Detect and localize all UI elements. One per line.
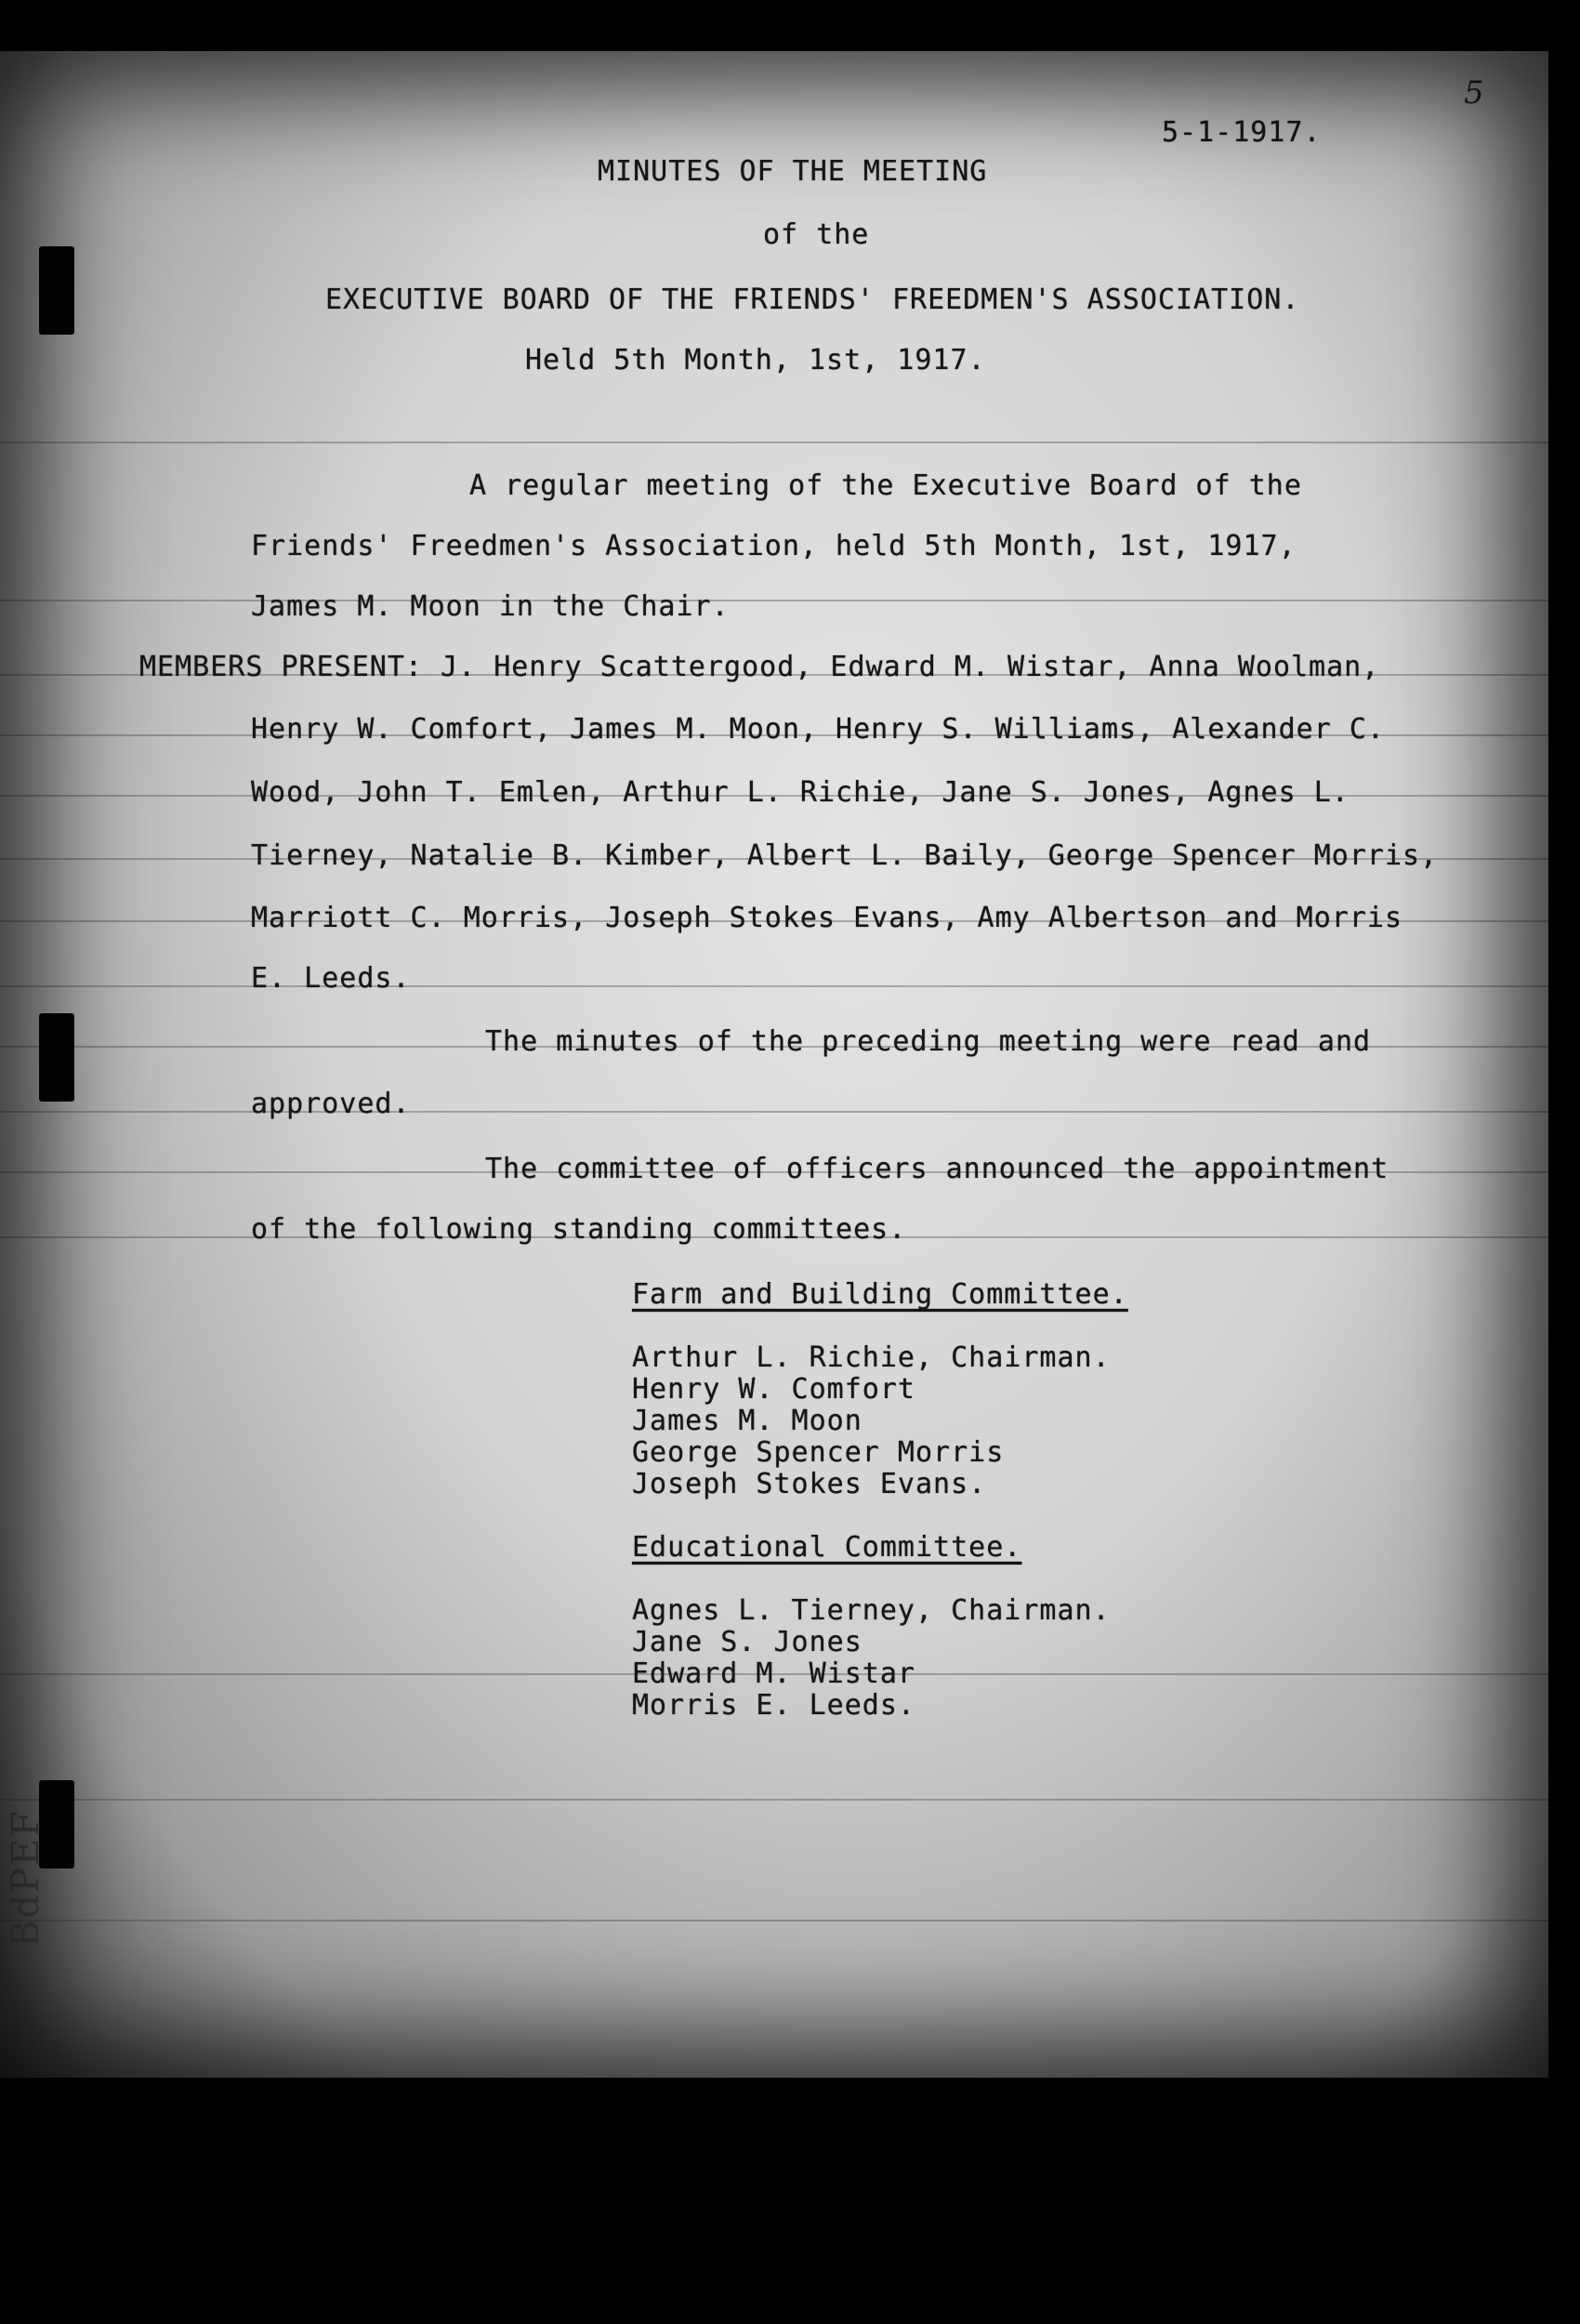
ruled-line: [0, 1799, 1548, 1801]
farm-committee-title: Farm and Building Committee.: [632, 1278, 1128, 1311]
education-committee-member: Agnes L. Tierney, Chairman.: [632, 1594, 1111, 1627]
education-committee-title: Educational Committee.: [632, 1531, 1022, 1564]
members-line-4: Tierney, Natalie B. Kimber, Albert L. Baily, George Spencer Morris,: [251, 839, 1439, 872]
heading-line-4: Held 5th Month, 1st, 1917.: [525, 344, 986, 376]
punch-hole: [39, 246, 74, 335]
ruled-line: [0, 442, 1548, 443]
farm-committee-member: Joseph Stokes Evans.: [632, 1468, 987, 1500]
education-committee-member: Morris E. Leeds.: [632, 1689, 915, 1722]
punch-hole: [39, 1013, 74, 1102]
opening-line-3: James M. Moon in the Chair.: [251, 590, 730, 623]
farm-committee-member: Arthur L. Richie, Chairman.: [632, 1341, 1111, 1374]
members-line-1: MEMBERS PRESENT: J. Henry Scattergood, Edward M. Wistar, Anna Woolman,: [139, 651, 1380, 683]
heading-line-3: EXECUTIVE BOARD OF THE FRIENDS' FREEDMEN'S ASSOCIATION.: [325, 284, 1300, 316]
education-committee-member: Edward M. Wistar: [632, 1657, 915, 1690]
heading-line-2: of the: [763, 218, 870, 251]
farm-committee-member: James M. Moon: [632, 1405, 862, 1437]
archive-stamp: BdPEF: [5, 1809, 47, 1948]
opening-line-1: A regular meeting of the Executive Board of the: [469, 469, 1302, 502]
members-line-3: Wood, John T. Emlen, Arthur L. Richie, Jane S. Jones, Agnes L.: [251, 776, 1350, 809]
heading-line-1: MINUTES OF THE MEETING: [598, 155, 988, 188]
members-line-5: Marriott C. Morris, Joseph Stokes Evans, Amy Albertson and Morris: [251, 902, 1402, 934]
document-page: [0, 51, 1548, 2078]
opening-line-2: Friends' Freedmen's Association, held 5th Month, 1st, 1917,: [251, 530, 1297, 562]
ruled-line: [0, 600, 1548, 601]
ruled-line: [0, 1920, 1548, 1921]
ruled-line: [0, 985, 1548, 987]
members-line-2: Henry W. Comfort, James M. Moon, Henry S. Williams, Alexander C.: [251, 713, 1385, 746]
ruled-line: [0, 1111, 1548, 1113]
minutes-line-2: approved.: [251, 1088, 411, 1120]
farm-committee-member: George Spencer Morris: [632, 1436, 1005, 1469]
committees-intro-line-1: The committee of officers announced the appointment: [485, 1153, 1389, 1185]
members-line-6: E. Leeds.: [251, 962, 411, 995]
page-number: 5: [1464, 74, 1484, 112]
education-committee-member: Jane S. Jones: [632, 1626, 862, 1658]
committees-intro-line-2: of the following standing committees.: [251, 1213, 907, 1246]
minutes-line-1: The minutes of the preceding meeting were read and: [485, 1025, 1372, 1058]
farm-committee-member: Henry W. Comfort: [632, 1373, 915, 1406]
document-date: 5-1-1917.: [1162, 116, 1322, 149]
